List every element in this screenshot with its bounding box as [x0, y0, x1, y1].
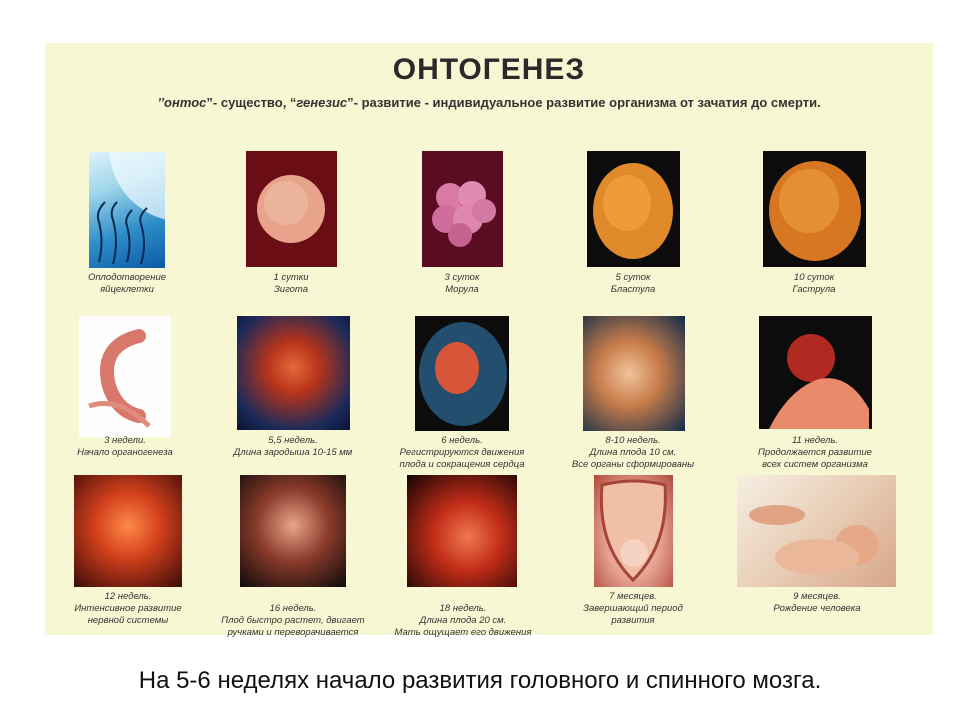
stage-caption: 6 недель. Регистрируются движения плода и сокращения сердца [399, 435, 525, 470]
morula-image [422, 151, 503, 267]
stage-caption: 8-10 недель. Длина плода 10 см. Все органы сформированы [571, 435, 695, 470]
zygote-image [246, 151, 337, 267]
embryo-3-weeks-image [79, 316, 171, 437]
stage-caption: 16 недель. Плод быстро растет, двигает ручками и переворачивается [221, 603, 365, 638]
embryo-5-5-weeks-image [237, 316, 350, 430]
fetus-16-weeks-image [240, 475, 346, 587]
stage-caption: 5,5 недель. Длина зародыша 10-15 мм [233, 435, 353, 458]
newborn-image [737, 475, 896, 587]
poster-subtitle: ’’онтос”- существо, “генезис”- развитие - индивидуальное развитие организма от зачатия до смерти. [157, 95, 821, 110]
stage-caption: 18 недель. Длина плода 20 см. Мать ощущает его движения [394, 603, 532, 638]
fetus-18-weeks-image [407, 475, 517, 587]
stage-caption: 5 суток Бластула [610, 272, 656, 295]
slide-footer-text: На 5-6 неделях начало развития головного и спинного мозга. [138, 667, 822, 694]
fertilization-image [89, 152, 165, 268]
stage-caption: 10 суток Гаструла [792, 272, 836, 295]
stage-caption: 3 суток Морула [444, 272, 480, 295]
stage-caption: 12 недель. Интенсивное развитие нервной системы [74, 591, 182, 626]
stage-caption: 7 месяцев. Завершающий период развития [583, 591, 683, 626]
stage-caption: 11 недель. Продолжается развитие всех систем организма [758, 435, 872, 470]
gastrula-image [763, 151, 866, 267]
ontogenesis-poster [45, 43, 933, 638]
stage-caption: 9 месяцев. Рождение человека [773, 591, 861, 614]
fetus-7-months-image [594, 475, 673, 587]
embryo-6-weeks-image [415, 316, 509, 431]
fetus-8-10-weeks-image [583, 316, 685, 431]
poster-title: ОНТОГЕНЕЗ [392, 53, 586, 86]
stage-caption: 3 недели. Начало органогенеза [77, 435, 173, 458]
fetus-11-weeks-image [759, 316, 872, 429]
stage-caption: Оплодотворение яйцеклетки [87, 272, 167, 295]
stage-caption: 1 сутки Зигота [273, 272, 309, 295]
blastula-image [587, 151, 680, 267]
fetus-12-weeks-image [74, 475, 182, 587]
